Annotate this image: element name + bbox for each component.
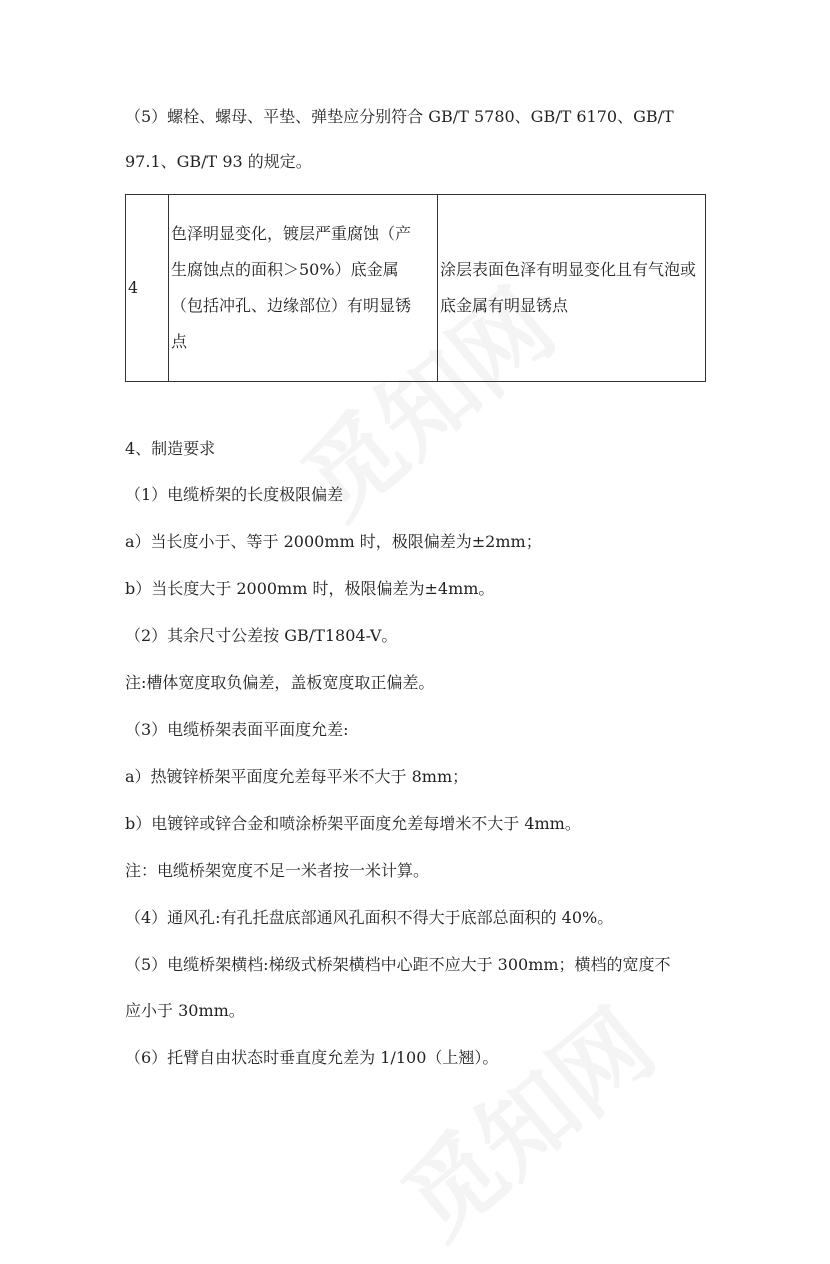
cell-line: 点 — [171, 332, 188, 351]
table-row — [126, 195, 706, 382]
cell-line: 底金属有明显锈点 — [440, 296, 569, 315]
paragraph: （5）电缆桥架横档:梯级式桥架横档中心距不应大于 300mm；横档的宽度不 — [125, 955, 671, 974]
paragraph: b）当长度大于 2000mm 时，极限偏差为±4mm。 — [125, 579, 495, 598]
grade-description-a — [169, 195, 438, 382]
paragraph: （6）托臂自由状态时垂直度允差为 1/100（上翘）。 — [125, 1048, 499, 1067]
watermark — [370, 973, 679, 1263]
grade-number: 4 — [126, 195, 169, 382]
paragraph: （3）电缆桥架表面平面度允差: — [125, 720, 349, 739]
note: 注：电缆桥架宽度不足一米者按一米计算。 — [125, 861, 430, 880]
paragraph: a）热镀锌桥架平面度允差每平米不大于 8mm； — [125, 767, 469, 786]
paragraph: 应小于 30mm。 — [125, 1001, 245, 1020]
grade-table — [125, 194, 706, 382]
cell-line: （包括冲孔、边缘部位）有明显锈 — [171, 296, 412, 315]
cell-line: 色泽明显变化，镀层严重腐蚀（产 — [171, 224, 412, 243]
cell-line: 生腐蚀点的面积＞50%）底金属 — [171, 260, 399, 279]
grade-description-b — [438, 195, 706, 382]
section-heading: 4、制造要求 — [125, 439, 216, 458]
paragraph: （1）电缆桥架的长度极限偏差 — [125, 485, 344, 504]
paragraph: （4）通风孔:有孔托盘底部通风孔面积不得大于底部总面积的 40%。 — [125, 908, 614, 927]
note: 注:槽体宽度取负偏差，盖板宽度取正偏差。 — [125, 673, 435, 692]
paragraph: b）电镀锌或锌合金和喷涂桥架平面度允差每增米不大于 4mm。 — [125, 814, 581, 833]
intro-line-1: （5）螺栓、螺母、平垫、弹垫应分别符合 GB/T 5780、GB/T 6170、GB/T — [125, 107, 674, 126]
paragraph: a）当长度小于、等于 2000mm 时，极限偏差为±2mm； — [125, 532, 542, 551]
cell-line: 涂层表面色泽有明显变化且有气泡或 — [440, 260, 697, 279]
intro-line-2: 97.1、GB/T 93 的规定。 — [125, 152, 312, 171]
paragraph: （2）其余尺寸公差按 GB/T1804-V。 — [125, 626, 398, 645]
